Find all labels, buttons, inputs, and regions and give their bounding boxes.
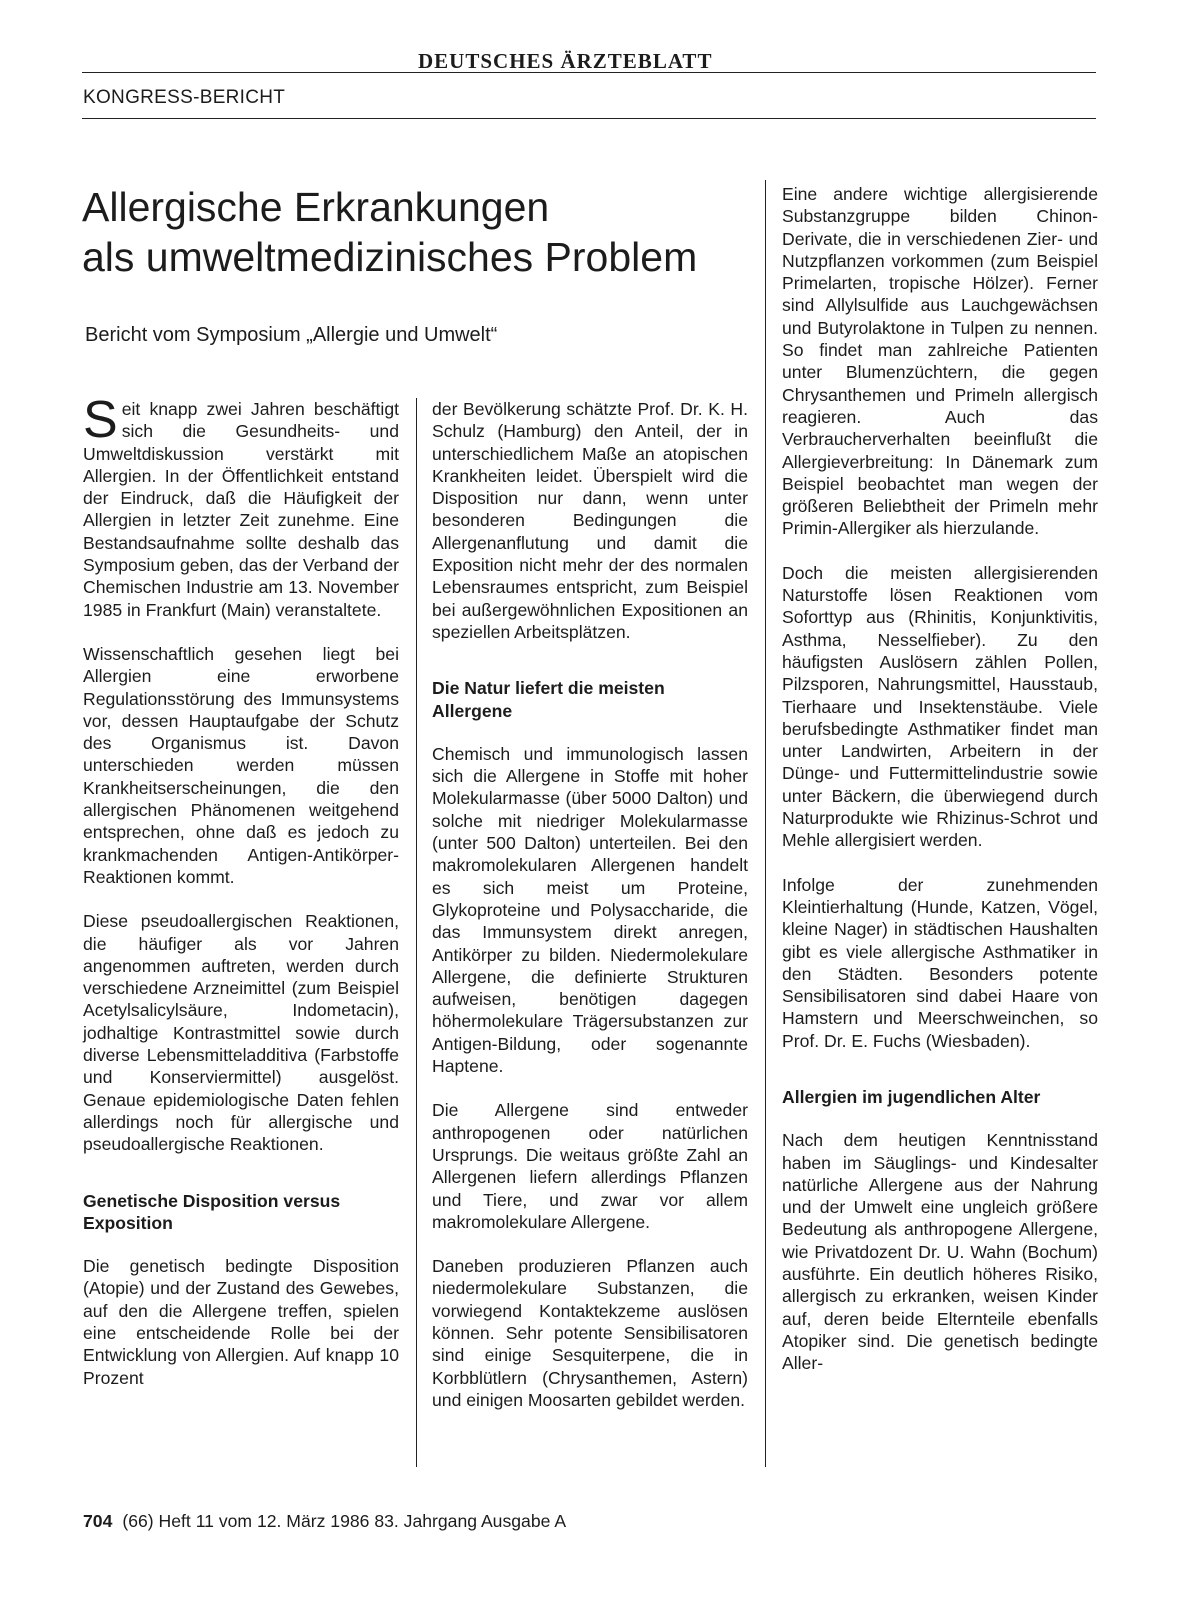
page-footer — [83, 1511, 566, 1532]
subheading: Allergien im jugendlichen Alter — [782, 1086, 1041, 1107]
column-1 — [83, 391, 399, 1389]
column-divider-2 — [765, 180, 766, 1467]
subheading: Genetische Disposition versus Exposition — [83, 1190, 341, 1233]
title-line-2: als umweltmedizinisches Problem — [82, 234, 698, 280]
article-title — [82, 182, 762, 282]
column-divider-1 — [416, 398, 417, 1467]
column-3 — [782, 183, 1098, 1375]
paragraph: Diese pseudoallergischen Reaktionen, die häufiger als vor Jahren angenommen auftreten, werden durch verschiedene Arzneimittel (zum Beispiel Acetylsalicylsäure, Indometacin), jodhaltige Kontrastmittel sowie durch diverse Lebensmitteladditiva (Farbstoffe und Konserviermittel) ausgelöst. Genaue epidemiologische Daten fehlen allerdings noch für allergische und pseudoallergische Reaktionen. — [83, 911, 399, 1155]
paragraph: Die genetisch bedingte Disposition (Atopie) und der Zustand des Gewebes, auf den die Allergene treffen, spielen eine entscheidende Rolle bei der Entwicklung von Allergien. Auf knapp 10 Prozent — [83, 1256, 399, 1388]
paragraph: Infolge der zunehmenden Kleintierhaltung (Hunde, Katzen, Vögel, kleine Nager) in städtischen Haushalten gibt es viele allergische Asthmatiker in den Städten. Besonders potente Sensibilisatoren sind dabei Haare von Hamstern und Meerschweinchen, so Prof. Dr. E. Fuchs (Wiesbaden). — [782, 874, 1098, 1051]
drop-cap: S — [83, 391, 118, 449]
paragraph-text: eit knapp zwei Jahren beschäftigt sich die Gesundheits- und Umweltdiskussion verstärkt mit Allergien. In der Öffentlichkeit entstand der Eindruck, daß die Häufigkeit der Allergien in letzter Zeit zunehme. Eine Bestandsaufnahme sollte deshalb das Symposium geben, das der Verband der Chemischen Industrie am 13. November 1985 in Frankfurt (Main) veranstaltete. — [83, 399, 399, 620]
paragraph: Chemisch und immunologisch lassen sich die Allergene in Stoffe mit hoher Molekularmasse (über 5000 Dalton) und solche mit niedriger Molekularmasse (unter 500 Dalton) unterteilen. Bei den makromolekularen Allergenen handelt es sich meist um Proteine, Glykoproteine und Polysaccharide, die das Immunsystem direkt anregen, Antikörper zu bilden. Niedermolekulare Allergene, die definierte Strukturen aufweisen, benötigen dagegen höhermolekulare Trägersubstanzen zur Antigen-Bildung, oder sogenannte Haptene. — [432, 743, 749, 1077]
paragraph: Die Allergene sind entweder anthropogenen oder natürlichen Ursprungs. Die weitaus größte Zahl an Allergenen liefern allerdings Pflanzen und Tiere, und zwar vor allem makromolekulare Allergene. — [432, 1100, 748, 1232]
section-rule — [82, 118, 1096, 119]
article-subtitle: Bericht vom Symposium „Allergie und Umwelt“ — [85, 324, 498, 346]
issue-info: (66) Heft 11 vom 12. März 1986 83. Jahrgang Ausgabe A — [122, 1511, 567, 1531]
paragraph: Wissenschaftlich gesehen liegt bei Allergien eine erworbene Regulationsstörung des Immunsystems vor, dessen Hauptaufgabe der Schutz des Organismus ist. Davon unterschieden werden müssen Krankheitserscheinungen, die den allergischen Phänomenen weitgehend entsprechen, ohne daß es jedoch zu krankmachenden Antigen-Antikörper-Reaktionen kommt. — [83, 643, 399, 887]
title-line-1: Allergische Erkrankungen — [82, 184, 550, 230]
paragraph: Doch die meisten allergisierenden Naturstoffe lösen Reaktionen vom Soforttyp aus (Rhinitis, Konjunktivitis, Asthma, Nesselfieber). Zu den häufigsten Auslösern zählen Pollen, Pilzsporen, Nahrungsmittel, Hausstaub, Tierhaare und Insektenstäube. Viele berufsbedingte Asthmatiker findet man unter Landwirten, Arbeitern in der Dünge- und Futtermittelindustrie sowie unter Bäckern, die überwiegend durch Naturprodukte wie Rhizinus-Schrot und Mehle allergisiert werden. — [782, 562, 1098, 851]
paragraph — [83, 391, 399, 621]
paragraph: der Bevölkerung schätzte Prof. Dr. K. H. Schulz (Hamburg) den Anteil, der in unterschiedlichem Maße an atopischen Krankheiten leidet. Überspielt wird die Disposition nur dann, wenn unter besonderen Bedingungen die Allergenanflutung und damit die Exposition nicht mehr der des normalen Lebensraumes entspricht, zum Beispiel bei außergewöhnlichen Expositionen an speziellen Arbeitsplätzen. — [432, 399, 748, 642]
paragraph: Nach dem heutigen Kenntnisstand haben im Säuglings- und Kindesalter natürliche Allergene aus der Nahrung und der Umwelt eine ungleich größere Bedeutung als anthropogene Allergene, wie Privatdozent Dr. U. Wahn (Bochum) ausführte. Ein deutlich höheres Risiko, allergisch zu erkranken, weisen Kinder auf, deren beide Elternteile ebenfalls Atopiker sind. Die genetisch bedingte Aller- — [782, 1130, 1098, 1374]
paragraph: Daneben produzieren Pflanzen auch niedermolekulare Substanzen, die vorwiegend Kontaktekzeme auslösen können. Sehr potente Sensibilisatoren sind einige Sesquiterpene, die in Korbblütlern (Chrysanthemen, Astern) und einigen Moosarten gebildet werden. — [432, 1256, 748, 1410]
column-2 — [432, 398, 748, 1411]
masthead-rule — [82, 72, 1096, 73]
paragraph: Eine andere wichtige allergisierende Substanzgruppe bilden Chinon-Derivate, die in verschiedenen Zier- und Nutzpflanzen vorkommen (zum Beispiel Primelarten, tropische Hölzer). Ferner sind Allylsulfide aus Lauchgewächsen und Butyrolaktone in Tulpen zu nennen. So findet man zahlreiche Patienten unter Blumenzüchtern, die gegen Chrysanthemen und Primeln allergisch reagieren. Auch das Verbraucherverhalten beeinflußt die Allergieverbreitung: In Dänemark zum Beispiel beobachtet man wegen der größeren Beliebtheit der Primeln mehr Primin-Allergiker als hierzulande. — [782, 184, 1098, 539]
subheading: Die Natur liefert die meisten Allergene — [432, 678, 665, 721]
section-label: KONGRESS-BERICHT — [83, 87, 286, 108]
page-number: 704 — [83, 1511, 113, 1531]
masthead: DEUTSCHES ÄRZTEBLATT — [418, 49, 713, 73]
